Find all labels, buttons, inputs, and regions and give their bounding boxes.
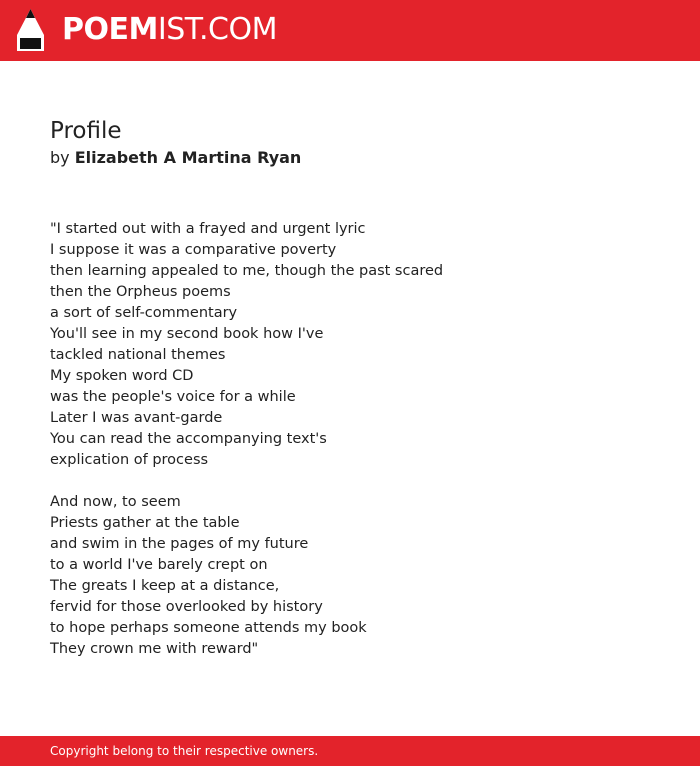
poem-title: Profile <box>50 118 122 144</box>
site-footer <box>0 736 700 766</box>
poem-line: The greats I keep at a distance, <box>50 578 280 594</box>
byline <box>50 147 670 169</box>
poem-line: tackled national themes <box>50 347 226 363</box>
by-label: by <box>50 148 70 167</box>
poem-line: a sort of self-commentary <box>50 305 238 321</box>
poem-line: They crown me with reward" <box>50 641 259 657</box>
poem-line: and swim in the pages of my future <box>50 536 309 552</box>
poem-line: to a world I've barely crept on <box>50 557 268 573</box>
poem-line: You can read the accompanying text's <box>50 431 327 447</box>
stanza <box>50 492 670 660</box>
author-name: Elizabeth A Martina Ryan <box>74 148 302 167</box>
poem-line: "I started out with a frayed and urgent lyric <box>50 221 366 237</box>
poem-line: I suppose it was a comparative poverty <box>50 242 337 258</box>
poem-line: then the Orpheus poems <box>50 284 231 300</box>
poem-body <box>50 219 670 681</box>
poem-line: My spoken word CD <box>50 368 194 384</box>
poem-line: to hope perhaps someone attends my book <box>50 620 367 636</box>
poem-line: fervid for those overlooked by history <box>50 599 323 615</box>
poem-line: Priests gather at the table <box>50 515 240 531</box>
pencil-tip-icon[interactable] <box>17 9 44 51</box>
site-header <box>0 0 700 61</box>
poem-line: Later I was avant-garde <box>50 410 223 426</box>
poem-line: You'll see in my second book how I've <box>50 326 324 342</box>
brand-bold-part: POEM <box>62 12 158 47</box>
poem-line: was the people's voice for a while <box>50 389 296 405</box>
stanza <box>50 219 670 471</box>
poem-heading <box>50 116 670 169</box>
brand-light-part: IST.COM <box>157 12 277 47</box>
poem-line: then learning appealed to me, though the past scared <box>50 263 444 279</box>
poem-line: explication of process <box>50 452 209 468</box>
poem-line: And now, to seem <box>50 494 181 510</box>
copyright-notice: Copyright belong to their respective owners. <box>50 744 319 758</box>
site-logo-text[interactable] <box>62 14 277 46</box>
